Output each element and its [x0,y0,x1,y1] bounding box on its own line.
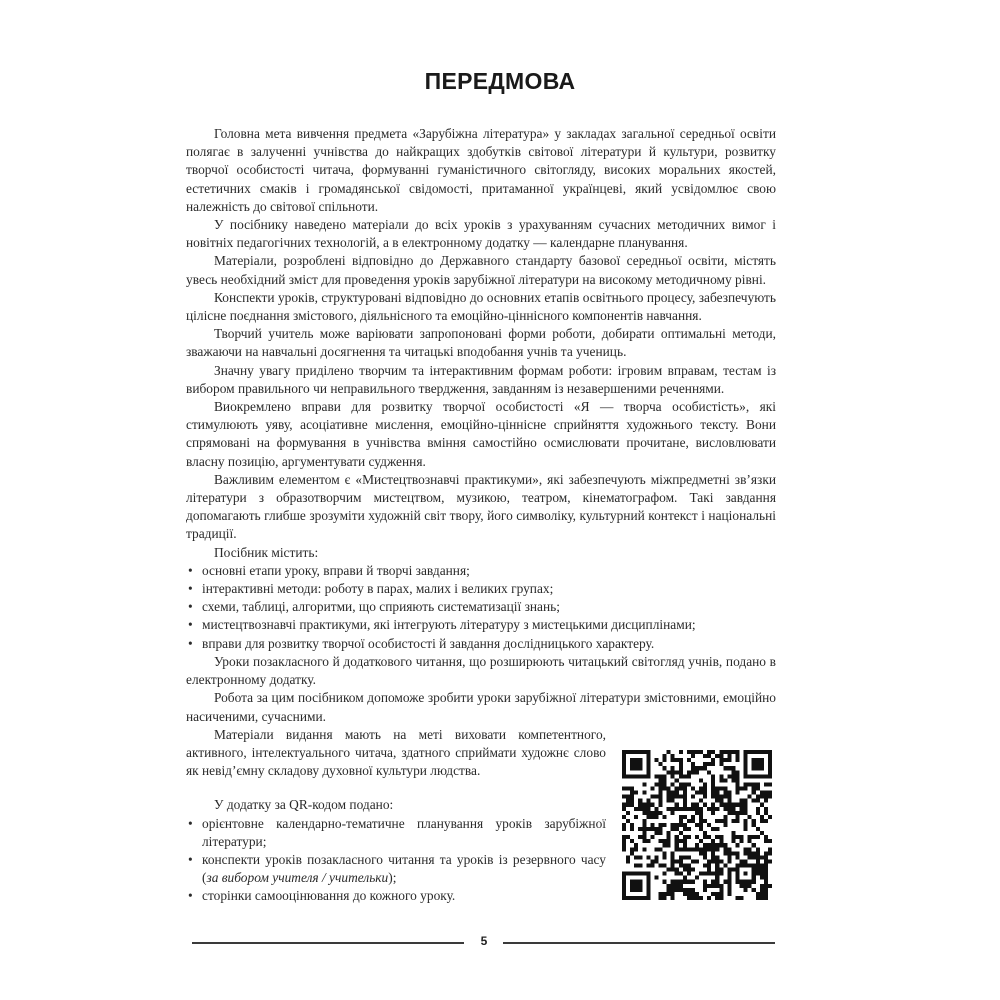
bullet-icon: • [188,581,193,597]
list-item-text: сторінки самооцінювання до кожного уроку. [202,888,456,904]
footer-rule-right [503,942,775,944]
paragraph: Головна мета вивчення предмета «Зарубіжна література» у закладах загальної середньої освіти полягає в залученні учнівства до найкращих здобутків світової літератури й культури, розвитку творчої особистості читача, формуванні гуманістичного світогляду, високих моральних якостей, естетичних смаків і громадянської свідомості, притаманної українцеві, який усвідомлює свою належність до світової спільноти. [186,126,776,214]
list-item-end: ); [388,870,397,886]
page-title: ПЕРЕДМОВА [424,68,576,94]
list-item [186,851,606,887]
bullet-icon: • [188,562,193,578]
appendix-section [186,796,606,905]
bullet-icon: • [188,851,193,867]
contents-heading: Посібник містить: [214,544,319,560]
list-item [186,562,776,580]
list-item-text: орієнтовне календарно-тематичне планування уроків зарубіжної літератури; [202,815,606,849]
list-item-text: мистецтвознавчі практикуми, які інтегрують літературу з мистецькими дисциплінами; [202,617,696,633]
paragraph: Матеріали, розроблені відповідно до Державного стандарту базової середньої освіти, містять увесь необхідний зміст для проведення уроків зарубіжної літератури на високому методичному рівні. [186,253,776,287]
list-item-text: вправи для розвитку творчої особистості й завдання дослідницького характеру. [202,635,655,651]
list-item [186,616,776,634]
appendix-heading: У додатку за QR-кодом подано: [214,797,394,813]
list-item-text: інтерактивні методи: роботу в парах, малих і великих групах; [202,581,554,597]
paragraph: Творчий учитель може варіювати запропоновані форми роботи, добирати оптимальні методи, зважаючи на навчальні досягнення та читацькі вподобання учнів та учениць. [186,326,776,360]
list-item [186,887,606,905]
paragraph: Значну увагу приділено творчим та інтерактивним формам роботи: ігровим вправам, тестам із вибором правильного чи неправильного твердження, завданням із незавершеними реченнями. [186,362,776,396]
paragraph: Робота за цим посібником допоможе зробити уроки зарубіжної літератури змістовними, емоційно насиченими, сучасними. [186,690,776,724]
list-item [186,815,606,851]
list-item [186,598,776,616]
list-item [186,635,776,653]
footer-rule-left [192,942,464,944]
list-item-italic: за вибором учителя / учительки [206,870,389,886]
bullet-icon: • [188,888,193,904]
paragraph: У посібнику наведено матеріали до всіх уроків з урахуванням сучасних методичних вимог і новітніх педагогічних технологій, а в електронному додатку — календарне планування. [186,217,776,251]
list-item [186,580,776,598]
page-number: 5 [480,934,488,948]
list-item-text: основні етапи уроку, вправи й творчі завдання; [202,562,470,578]
paragraph: Важливим елементом є «Мистецтвознавчі практикуми», які забезпечують міжпредметні зв’язки літератури з образотворчим мистецтвом, музикою, театром, кінематографом. Такі завдання допомагають глибше зрозуміти художній світ твору, його символіку, культурний контекст і національні традиції. [186,471,776,542]
list-item-text: конспекти уроків позакласного читання та уроків із резервного часу ( [202,851,606,886]
contents-list [186,562,776,653]
qr-code-icon[interactable] [622,745,772,905]
bullet-icon: • [188,635,193,651]
bullet-icon: • [188,617,193,633]
paragraph: Уроки позакласного й додаткового читання, що розширюють читацький світогляд учнів, подано в електронному додатку. [186,653,776,688]
paragraph: Матеріали видання мають на меті виховати компетентного, активного, інтелектуального читача, здатного сприймати художнє слово як невід’ємну складову духовної культури людства. [186,726,606,779]
bullet-icon: • [188,815,193,831]
paragraph: Виокремлено вправи для розвитку творчої особистості «Я — творча особистість», які стимулюють уяву, асоціативне мислення, емоційно-ціннісне сприйняття художнього тексту. Вони спрямовані на формування в учнівства вміння самостійно осмислювати прочитане, висловлювати власну позицію, аргументувати судження. [186,399,776,469]
appendix-list [186,815,606,906]
paragraph: Конспекти уроків, структуровані відповідно до основних етапів освітнього процесу, забезпечують цілісне поєднання змістового, діяльнісного та емоційно-ціннісного компонентів навчання. [186,289,776,324]
list-item-text: схеми, таблиці, алгоритми, що сприяють систематизації знань; [202,599,560,615]
bullet-icon: • [188,599,193,615]
